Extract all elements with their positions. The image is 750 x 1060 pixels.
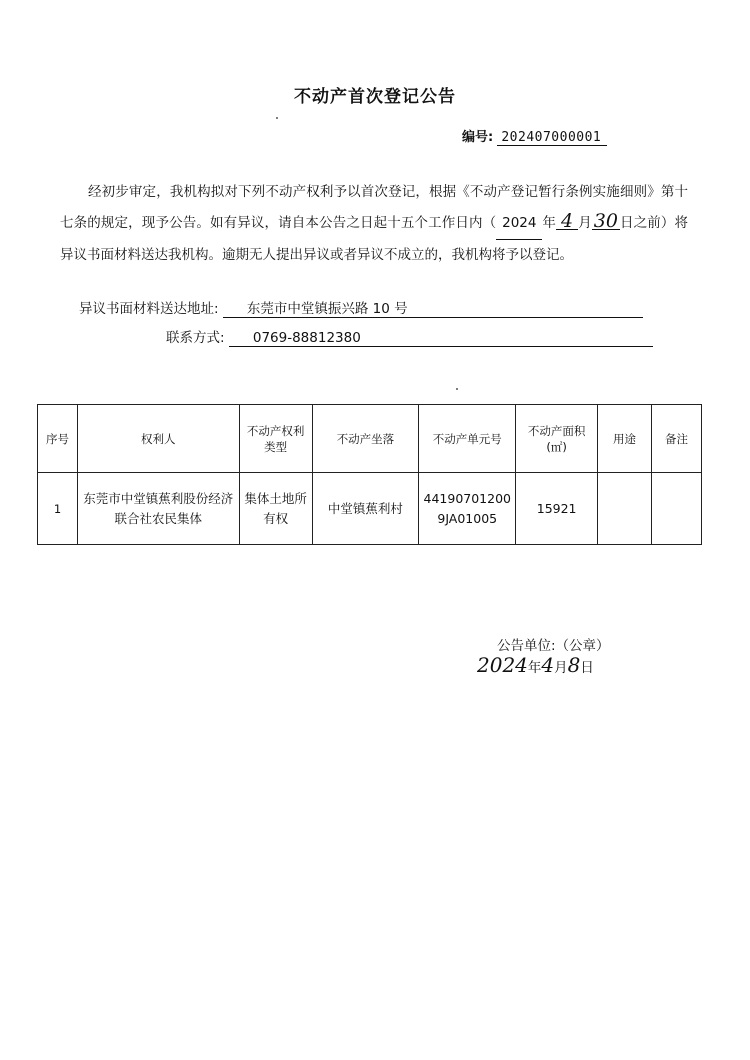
- cell-location: 中堂镇蕉利村: [312, 473, 419, 545]
- header-seq: 序号: [38, 405, 78, 473]
- date-day: 8: [567, 653, 581, 677]
- scan-speck: [456, 388, 458, 390]
- date-year: 2024: [477, 653, 528, 677]
- cell-holder: 东莞市中堂镇蕉利股份经济联合社农民集体: [77, 473, 239, 545]
- contact-value: 0769-88812380: [229, 330, 653, 347]
- header-location: 不动产坐落: [312, 405, 419, 473]
- header-area: 不动产面积(㎡): [516, 405, 598, 473]
- address-label: 异议书面材料送达地址:: [79, 301, 219, 317]
- month-unit: 月: [578, 215, 592, 231]
- header-holder: 权利人: [77, 405, 239, 473]
- serial-label: 编号:: [462, 130, 494, 145]
- serial-number: [462, 126, 607, 146]
- contact-info: [166, 326, 653, 347]
- scan-speck: [276, 117, 278, 119]
- issue-date: [477, 653, 594, 677]
- cell-unit-no: 441907012009JA01005: [419, 473, 516, 545]
- notice-body: [60, 177, 688, 271]
- address-value: 东莞市中堂镇振兴路 10 号: [223, 297, 643, 318]
- objection-address: [79, 297, 643, 318]
- notice-title: 不动产首次登记公告: [294, 87, 456, 107]
- cell-right-type: 集体土地所有权: [239, 473, 312, 545]
- year-unit: 年: [542, 215, 557, 231]
- cell-usage: [598, 473, 652, 545]
- header-unit-no: 不动产单元号: [419, 405, 516, 473]
- cell-area: 15921: [516, 473, 598, 545]
- body-part2: 日之前）将异议书面材料送达我机构。逾期无人提出异议或者异议不成立的，我机构将予以登记。: [60, 215, 689, 263]
- registration-table: [37, 404, 702, 545]
- issuing-unit: 公告单位:（公章）: [497, 638, 610, 654]
- header-remark: 备注: [652, 405, 702, 473]
- cell-remark: [652, 473, 702, 545]
- date-day-unit: 日: [580, 660, 594, 676]
- table-row: [38, 473, 702, 545]
- date-year-unit: 年: [527, 660, 542, 676]
- table-header-row: [38, 405, 702, 473]
- body-part1: 经初步审定，我机构拟对下列不动产权利予以首次登记，根据《不动产登记暂行条例实施细则》第十七条的规定，现予公告。如有异议，请自本公告之日起十五个工作日内（: [60, 184, 688, 231]
- header-usage: 用途: [598, 405, 652, 473]
- contact-label: 联系方式:: [166, 330, 225, 346]
- header-right-type: 不动产权利类型: [239, 405, 312, 473]
- date-month: 4: [541, 653, 555, 677]
- deadline-year: 2024: [496, 208, 542, 240]
- deadline-month: 4: [556, 213, 578, 230]
- cell-seq: 1: [38, 473, 78, 545]
- deadline-day: 30: [593, 210, 618, 232]
- serial-value: 202407000001: [497, 130, 607, 146]
- date-month-unit: 月: [554, 660, 568, 676]
